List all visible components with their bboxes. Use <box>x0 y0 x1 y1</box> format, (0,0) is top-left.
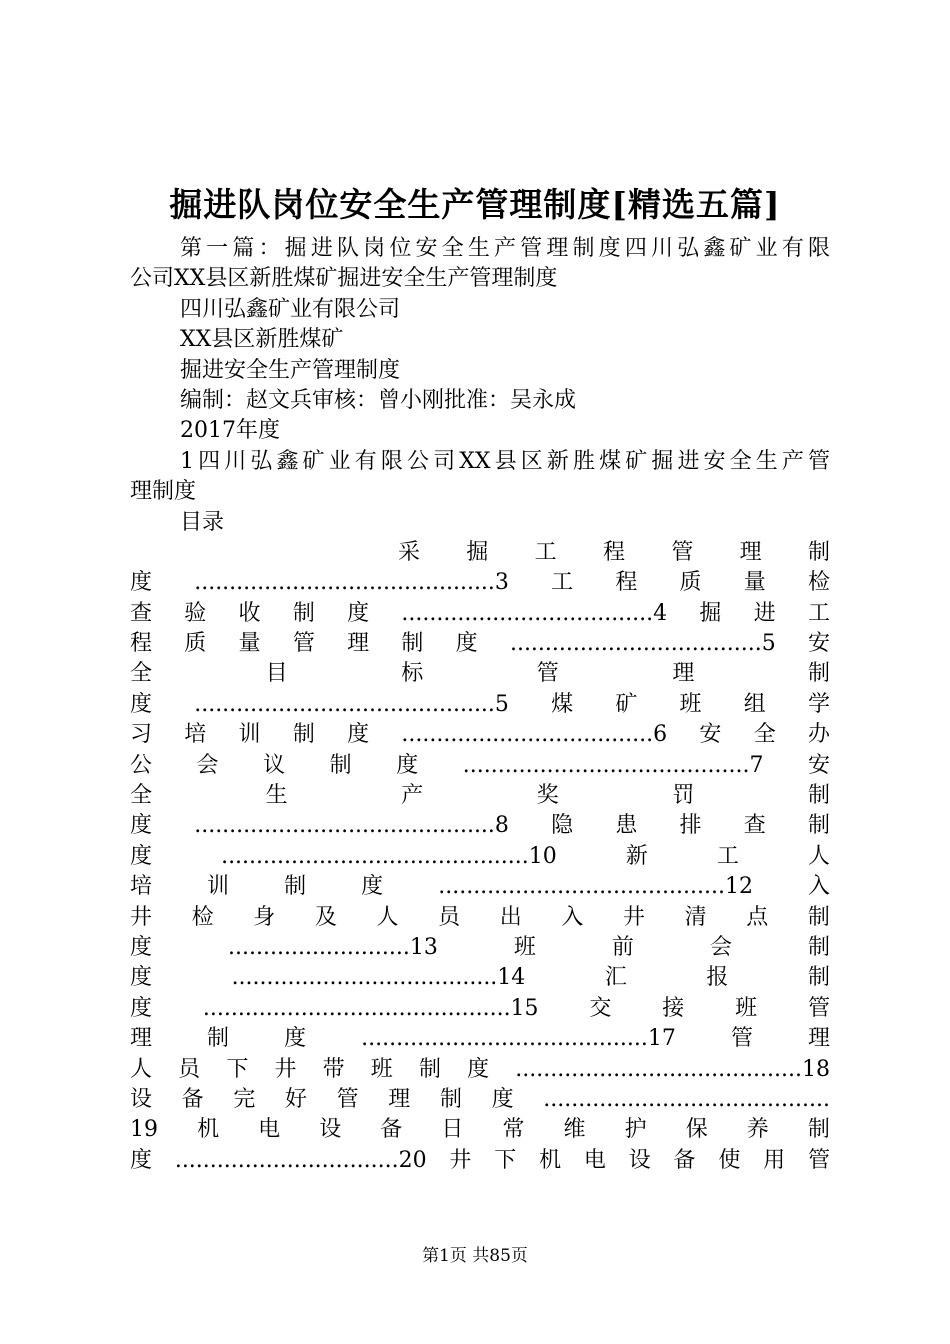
page-footer: 第1页 共85页 <box>422 1246 528 1266</box>
document-line: 度...........................................5煤矿班组学 <box>130 691 830 717</box>
document-line: 人员下井带班制度.........................................18 <box>130 1056 830 1082</box>
document-line: XX县区新胜煤矿 <box>180 327 344 353</box>
line-token: 备 <box>380 1117 403 1143</box>
line-token: 入 <box>561 904 584 930</box>
line-token: 制 <box>807 661 830 687</box>
line-token: 会 <box>709 934 732 960</box>
line-token: 日 <box>441 1117 464 1143</box>
line-token: 目 <box>265 661 288 687</box>
line-token: 制 <box>807 904 830 930</box>
line-token: 井 <box>623 904 646 930</box>
line-token: 班 <box>513 934 536 960</box>
line-token: 生 <box>265 783 288 809</box>
line-token: 身 <box>253 904 276 930</box>
line-token: 19 <box>130 1117 158 1143</box>
line-token: 罚 <box>672 783 695 809</box>
line-token: 制 <box>807 1117 830 1143</box>
line-token: 设 <box>319 1117 342 1143</box>
document-line: 公司XX县区新胜煤矿掘进安全生产管理制度 <box>130 266 558 292</box>
line-token: 理 <box>739 539 762 565</box>
line-token: 清 <box>684 904 707 930</box>
line-token: 掘 <box>466 539 489 565</box>
line-token: 出 <box>499 904 522 930</box>
line-token: 理 <box>672 661 695 687</box>
line-token: 产 <box>401 783 424 809</box>
document-line: 度............................................15交接班管 <box>130 995 830 1021</box>
document-line: 四川弘鑫矿业有限公司 <box>180 296 401 322</box>
line-token: 奖 <box>536 783 559 809</box>
line-token: 采 <box>398 539 421 565</box>
line-token: 及 <box>314 904 337 930</box>
line-token: 管 <box>536 661 559 687</box>
document-line: 公会议制度.........................................7安 <box>130 752 830 778</box>
line-token: 检 <box>191 904 214 930</box>
line-token: 度 <box>130 965 153 991</box>
document-line: 目录 <box>180 509 225 535</box>
line-token: 人 <box>376 904 399 930</box>
document-line <box>130 538 830 568</box>
line-token: 点 <box>746 904 769 930</box>
document-line: 掘进安全生产管理制度 <box>180 357 401 383</box>
document-line: 度...........................................3工程质量检 <box>130 570 830 596</box>
line-token: 电 <box>258 1117 281 1143</box>
line-token: 程 <box>602 539 625 565</box>
line-token: 管 <box>671 539 694 565</box>
document-line <box>130 963 830 993</box>
line-token: 制 <box>807 783 830 809</box>
line-token: 制 <box>807 934 830 960</box>
line-token: 制 <box>807 965 830 991</box>
document-line <box>130 659 830 689</box>
line-token: 养 <box>746 1117 769 1143</box>
line-token: 维 <box>563 1117 586 1143</box>
document-line: 2017年度 <box>180 418 280 444</box>
document-line: 理制度.........................................17管理 <box>130 1026 830 1052</box>
line-token: 工 <box>534 539 557 565</box>
line-token: 井 <box>130 904 153 930</box>
document-line: 培训制度.........................................12入 <box>130 874 830 900</box>
line-token: ......................................14 <box>231 965 526 991</box>
document-line: 1四川弘鑫矿业有限公司XX县区新胜煤矿掘进安全生产管 <box>180 448 830 474</box>
document-line: 查验收制度....................................4掘进工 <box>130 600 830 626</box>
line-token: 护 <box>624 1117 647 1143</box>
line-token: 报 <box>706 965 729 991</box>
document-body <box>130 234 830 1176</box>
line-token: 全 <box>130 783 153 809</box>
document-line: 第一篇：掘进队岗位安全生产管理制度四川弘鑫矿业有限 <box>180 236 830 261</box>
line-token: ..........................13 <box>228 934 438 960</box>
line-token: 标 <box>401 661 424 687</box>
document-line: 理制度 <box>130 479 197 505</box>
document-line <box>130 933 830 963</box>
document-line: 度............................................10新工人 <box>130 843 830 869</box>
document-line <box>130 1115 830 1145</box>
line-token: 机 <box>197 1117 220 1143</box>
line-token: 前 <box>611 934 634 960</box>
line-token: 度 <box>130 934 153 960</box>
line-token: 汇 <box>604 965 627 991</box>
document-line: 编制：赵文兵审核：曾小刚批准：吴永成 <box>180 387 577 413</box>
line-token: 制 <box>807 539 830 565</box>
document-line: 程质量管理制度....................................5安 <box>130 631 830 657</box>
document-line: 设备完好管理制度......................................... <box>130 1086 830 1112</box>
document-line <box>130 903 830 933</box>
document-line <box>130 781 830 811</box>
document-line: 度................................20井下机电设备使用管 <box>130 1147 830 1173</box>
line-token: 全 <box>130 661 153 687</box>
document-title: 掘进队岗位安全生产管理制度[精选五篇] <box>169 185 781 224</box>
document-line: 习培训制度....................................6安全办 <box>130 722 830 748</box>
line-token: 常 <box>502 1117 525 1143</box>
line-token: 保 <box>685 1117 708 1143</box>
document-line: 度...........................................8隐患排查制 <box>130 813 830 839</box>
line-token: 员 <box>438 904 461 930</box>
